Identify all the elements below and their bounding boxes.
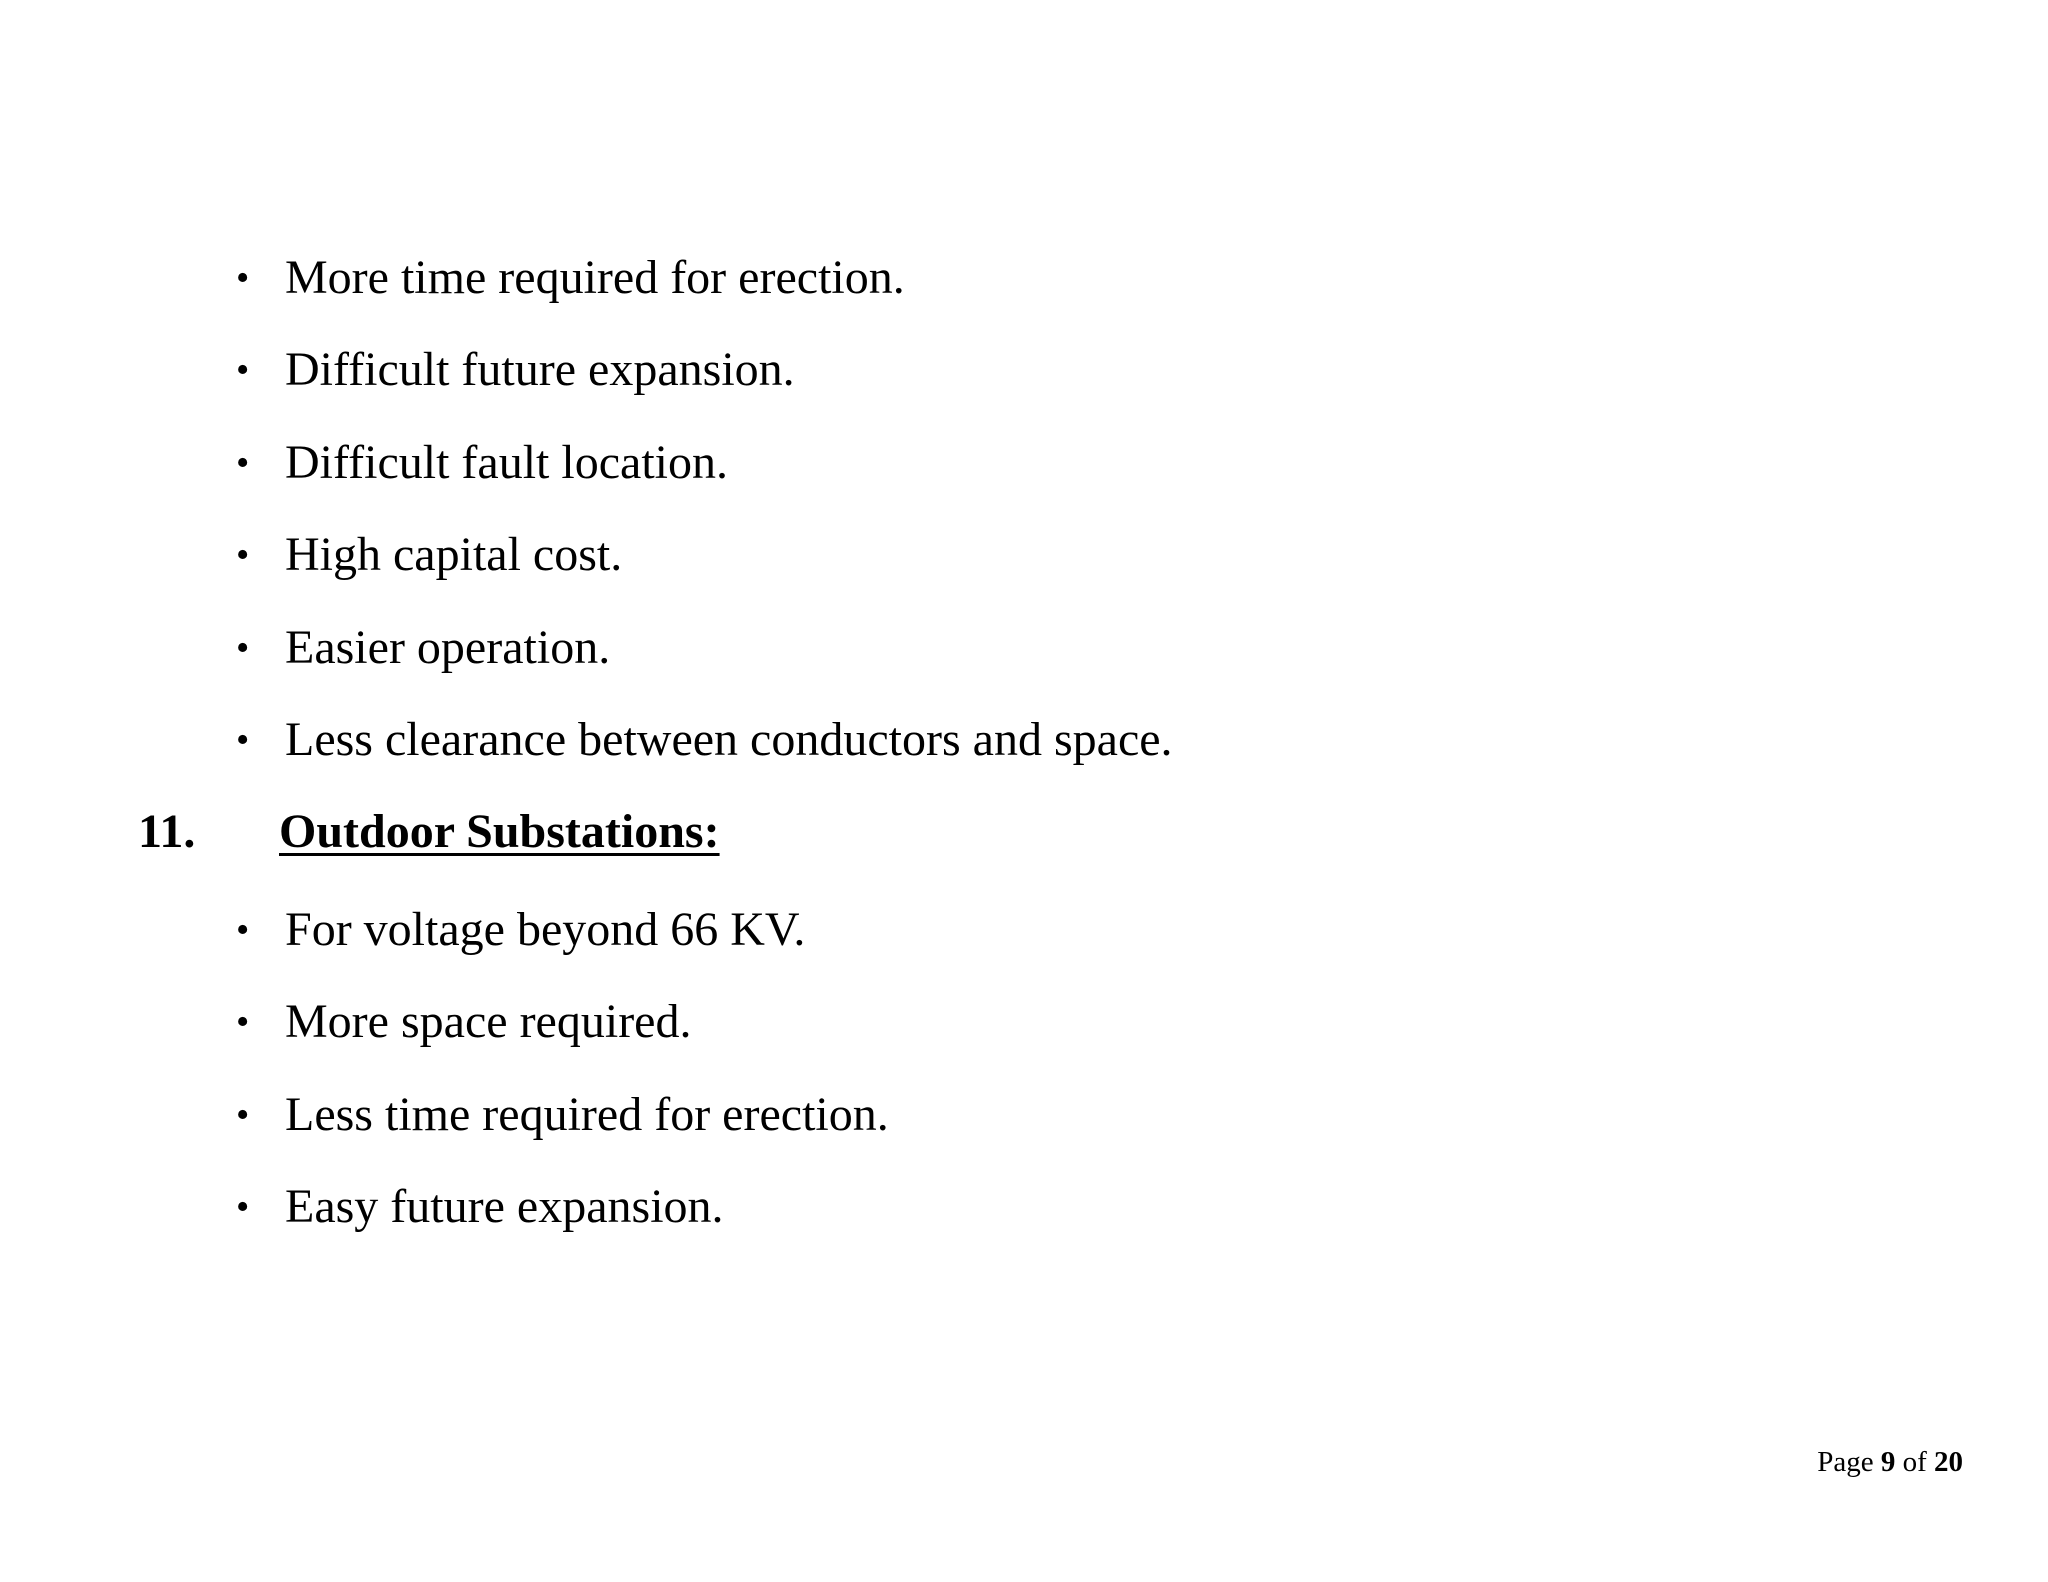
list-item-text: Easy future expansion. [285,1180,724,1234]
bullet-icon: • [236,441,250,484]
list-item-text: More space required. [285,995,692,1049]
bullet-icon: • [236,257,250,299]
bullet-icon: • [236,626,250,669]
list-item-text: Difficult future expansion. [285,343,795,397]
bullet-icon: • [236,1001,250,1044]
list-item-text: For voltage beyond 66 KV. [285,903,806,956]
total-page-count: 20 [1934,1446,1963,1478]
page-label: Page [1817,1446,1874,1478]
section-number: 11. [138,805,196,858]
bullet-icon: • [236,1093,250,1136]
list-item-text: Difficult fault location. [285,435,728,489]
bullet-icon: • [236,349,250,392]
list-item-text: Easier operation. [285,620,611,674]
list-item-text: Less time required for erection. [285,1087,889,1141]
bullet-icon: • [236,1186,250,1229]
section-title: Outdoor Substations: [279,805,720,858]
bullet-icon: • [236,534,250,577]
current-page-number: 9 [1880,1446,1896,1478]
list-item-text: More time required for erection. [285,251,905,304]
page-number-footer [1817,1444,1963,1480]
list-item-text: High capital cost. [285,528,623,582]
page-of-label: of [1902,1446,1927,1478]
bullet-icon: • [236,718,250,761]
list-item-text: Less clearance between conductors and space. [285,712,1173,766]
bullet-icon: • [236,909,250,951]
